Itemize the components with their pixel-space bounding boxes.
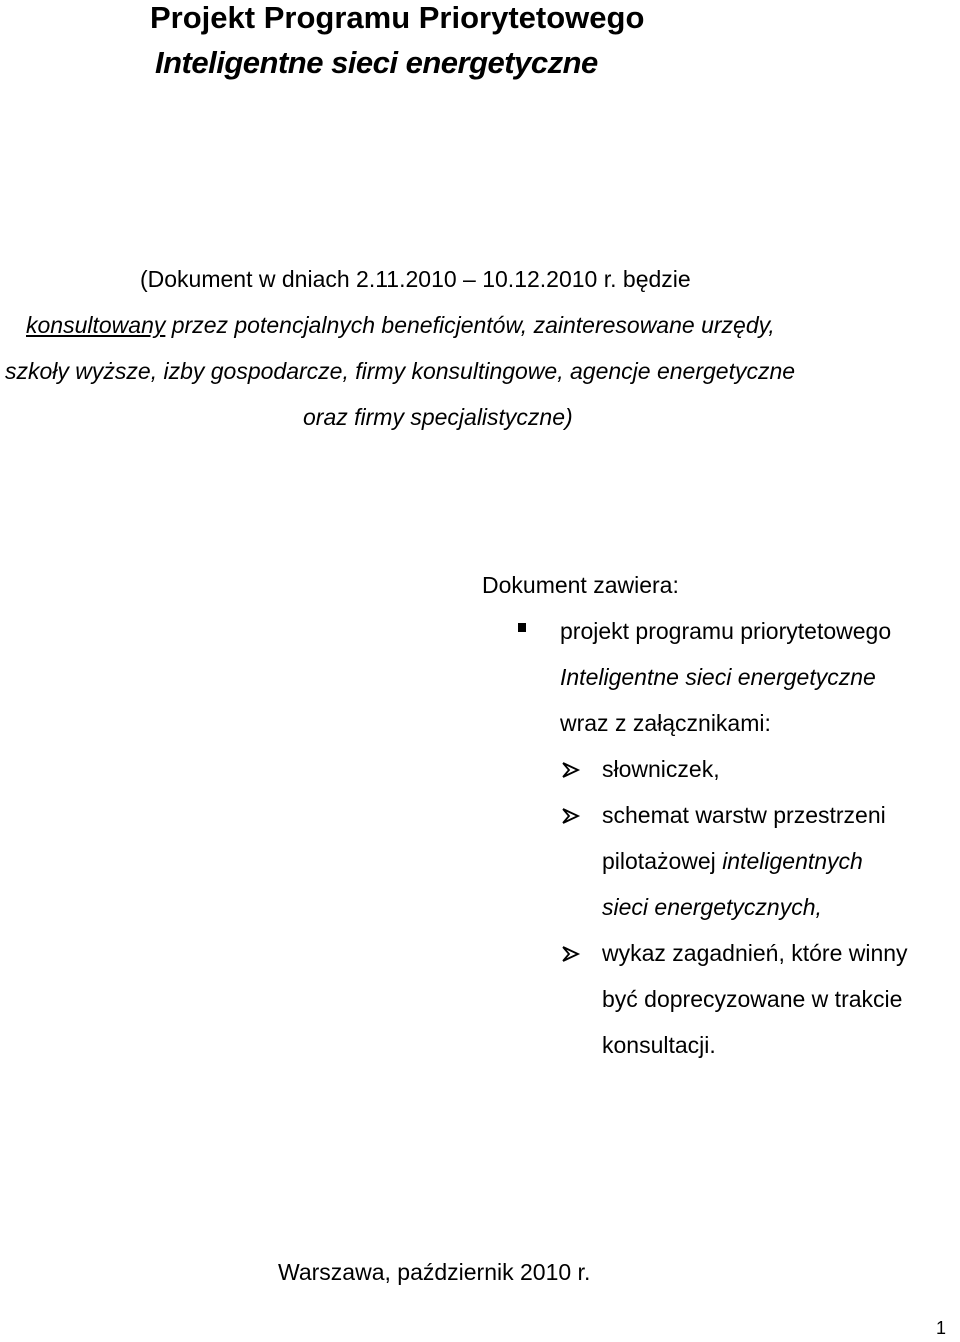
document-subtitle: Inteligentne sieci energetyczne — [155, 45, 598, 80]
intro-line-4: oraz firmy specjalistyczne) — [303, 404, 573, 430]
contents-item-line-2: Inteligentne sieci energetyczne — [560, 664, 876, 690]
intro-line-1: (Dokument w dniach 2.11.2010 – 10.12.2010 r. będzie — [140, 266, 691, 292]
page-number: 1 — [935, 1318, 946, 1338]
intro-line-2: konsultowany przez potencjalnych beneficjentów, zainteresowane urzędy, — [26, 312, 775, 338]
contents-item-line-1: projekt programu priorytetowego — [560, 618, 892, 644]
sub-item-2-line-2: pilotażowej inteligentnych — [602, 848, 863, 874]
sub-item-3-line-3: konsultacji. — [602, 1032, 716, 1058]
arrow-bullet-icon — [560, 805, 582, 827]
intro-underlined-word: konsultowany — [26, 312, 166, 338]
sub-item-3-line-2: być doprecyzowane w trakcie — [602, 986, 903, 1012]
sub-item-2-line-1: schemat warstw przestrzeni — [602, 802, 886, 828]
place-date: Warszawa, październik 2010 r. — [278, 1259, 591, 1285]
arrow-bullet-icon — [560, 943, 582, 965]
sub-item-2-line-3: sieci energetycznych, — [602, 894, 822, 920]
intro-line-3: szkoły wyższe, izby gospodarcze, firmy konsultingowe, agencje energetyczne — [5, 358, 796, 384]
document-title: Projekt Programu Priorytetowego — [150, 0, 645, 35]
sub-item-1: słowniczek, — [602, 756, 720, 782]
contents-item-line-3: wraz z załącznikami: — [560, 710, 771, 736]
sub-item-3-line-1: wykaz zagadnień, które winny — [602, 940, 908, 966]
arrow-bullet-icon — [560, 759, 582, 781]
square-bullet-icon — [518, 623, 526, 632]
contents-heading: Dokument zawiera: — [482, 572, 679, 598]
